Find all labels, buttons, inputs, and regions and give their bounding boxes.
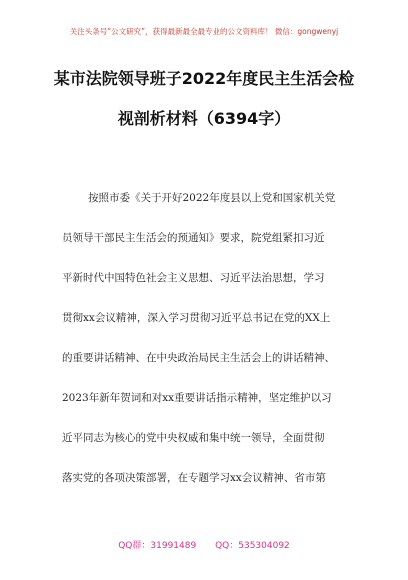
- body-line: 落实党的各项决策部署，在专题学习xx会议精神、省市第: [62, 472, 326, 484]
- document-title-line-2: 视剖析材料（6394字）: [117, 109, 291, 128]
- footer-contact: [0, 538, 408, 551]
- body-line: 2023年新年贺词和对xx重要讲话指示精神，坚定维护以习: [62, 392, 332, 404]
- footer-qq-number: QQ：535304092: [215, 541, 290, 551]
- document-title-line-1: 某市法院领导班子2022年度民主生活会检: [53, 69, 355, 88]
- footer-qq-group: QQ群：31991489: [118, 541, 197, 551]
- header-promo-note: 关注头条号“公文研究”，获得最新最全最专业的公文资料库！ 微信：gongwenyj: [69, 27, 339, 36]
- body-line: 的重要讲话精神、在中央政治局民主生活会上的讲话精神、: [62, 352, 335, 364]
- body-line: 贯彻xx会议精神，深入学习贯彻习近平总书记在党的XX上: [62, 312, 331, 324]
- body-line: 按照市委《关于开好2022年度县以上党和国家机关党: [88, 192, 336, 204]
- body-line: 平新时代中国特色社会主义思想、习近平法治思想，学习: [62, 272, 325, 284]
- body-line: 员领导干部民主生活会的预通知》要求，院党组紧扣习近: [62, 232, 325, 244]
- body-line: 近平同志为核心的党中央权威和集中统一领导，全面贯彻: [62, 432, 325, 444]
